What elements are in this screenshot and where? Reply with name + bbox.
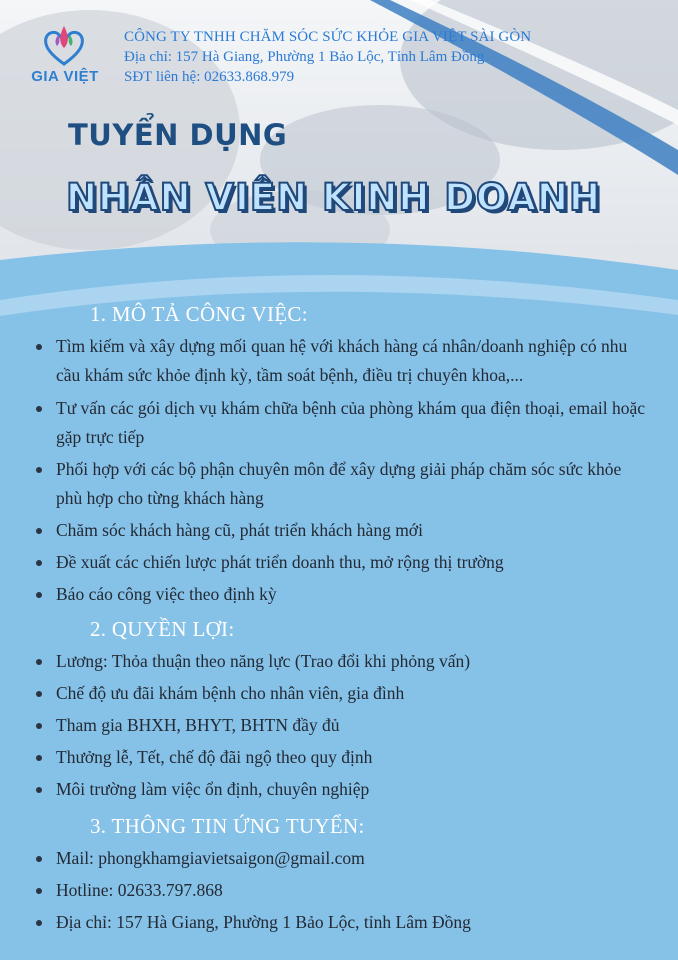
list-item: Hotline: 02633.797.868 [0, 876, 678, 905]
list-item: Tư vấn các gói dịch vụ khám chữa bệnh của phòng khám qua điện thoại, email hoặc gặp trực tiếp [0, 394, 678, 452]
bullet-list [0, 332, 678, 609]
section-benefits [0, 611, 678, 804]
company-info [124, 27, 531, 87]
list-item: Lương: Thỏa thuận theo năng lực (Trao đổi khi phỏng vấn) [0, 647, 678, 676]
section-heading: 2. QUYỀN LỢI: [90, 617, 235, 641]
list-item: Phối hợp với các bộ phận chuyên môn để xây dựng giải pháp chăm sóc sức khỏe phù hợp cho từng khách hàng [0, 455, 678, 513]
list-item: Tham gia BHXH, BHYT, BHTN đầy đủ [0, 711, 678, 740]
list-item: Môi trường làm việc ổn định, chuyên nghiệp [0, 775, 678, 804]
title-position: NHÂN VIÊN KINH DOANH [66, 176, 601, 219]
list-item: Chế độ ưu đãi khám bệnh cho nhân viên, gia đình [0, 679, 678, 708]
bullet-list [0, 844, 678, 937]
list-item: Địa chỉ: 157 Hà Giang, Phường 1 Bảo Lộc, tỉnh Lâm Đồng [0, 908, 678, 937]
company-address: Địa chỉ: 157 Hà Giang, Phường 1 Bảo Lộc, Tỉnh Lâm Đồng [124, 49, 485, 65]
section-heading: 3. THÔNG TIN ỨNG TUYỂN: [90, 814, 365, 838]
title-recruiting: TUYỂN DỤNG [68, 118, 288, 152]
list-item: Tìm kiếm và xây dựng mối quan hệ với khách hàng cá nhân/doanh nghiệp có nhu cầu khám sức khỏe định kỳ, tầm soát bệnh, điều trị chuyên khoa,... [0, 332, 678, 390]
content-area [0, 296, 678, 937]
bullet-list [0, 647, 678, 804]
section-application-info [0, 808, 678, 937]
list-item: Mail: phongkhamgiavietsaigon@gmail.com [0, 844, 678, 873]
company-phone: SĐT liên hệ: 02633.868.979 [124, 69, 295, 85]
list-item: Chăm sóc khách hàng cũ, phát triển khách hàng mới [0, 516, 678, 545]
section-heading: 1. MÔ TẢ CÔNG VIỆC: [90, 302, 308, 326]
heart-flame-logo-icon [44, 22, 84, 68]
company-name: CÔNG TY TNHH CHĂM SÓC SỨC KHỎE GIA VIỆT SÀI GÒN [124, 29, 532, 45]
section-job-description [0, 296, 678, 609]
list-item: Thưởng lễ, Tết, chế độ đãi ngộ theo quy định [0, 743, 678, 772]
list-item: Báo cáo công việc theo định kỳ [0, 580, 678, 609]
list-item: Đề xuất các chiến lược phát triển doanh thu, mở rộng thị trường [0, 548, 678, 577]
gia-viet-logo [18, 22, 110, 92]
logo-text: GIA VIỆT [31, 68, 99, 85]
